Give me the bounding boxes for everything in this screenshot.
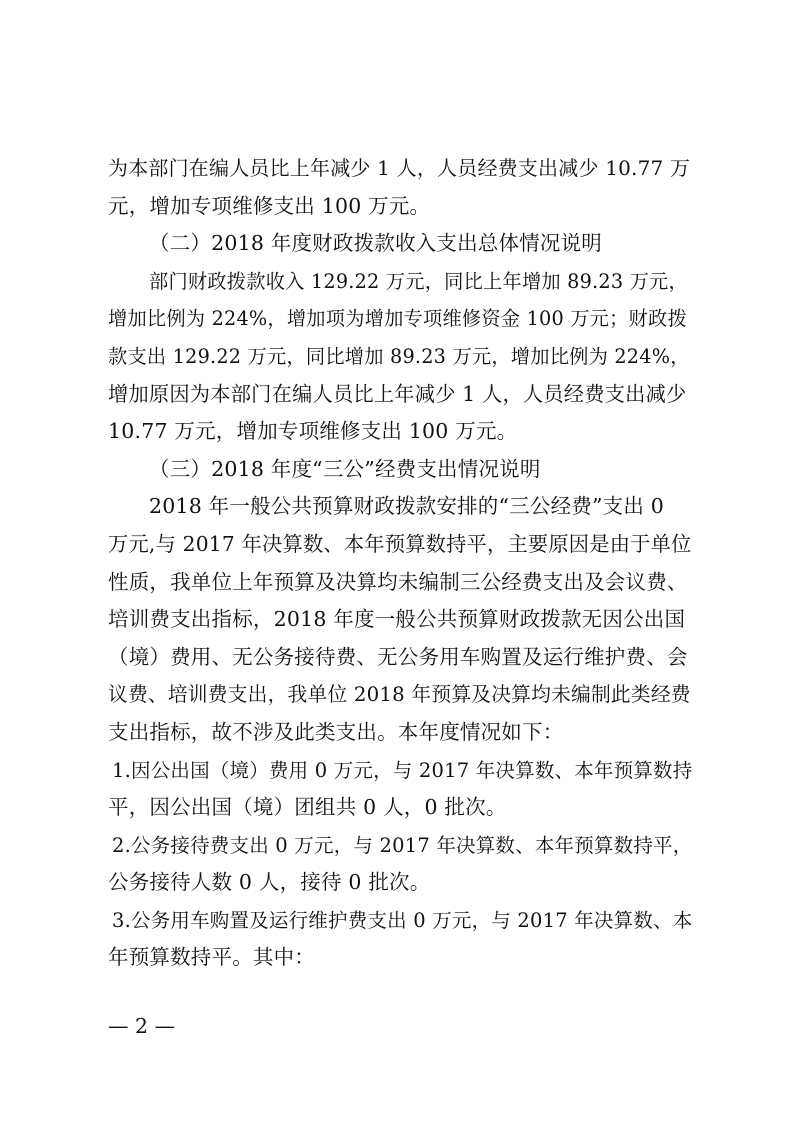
text-line: 10.77 万元，增加专项维修支出 100 万元。 (108, 419, 518, 444)
list-item: 1.因公出国（境）费用 0 万元，与 2017 年决算数、本年预算数持 (112, 758, 693, 782)
text-line: 年预算数持平。其中： (108, 945, 315, 970)
text-line: 支出指标，故不涉及此类支出。本年度情况如下： (108, 719, 564, 744)
text-line: 为本部门在编人员比上年减少 1 人，人员经费支出减少 10.77 万 (108, 156, 691, 180)
text-line: 2018 年一般公共预算财政拨款安排的“三公经费”支出 0 (149, 494, 665, 519)
text-line: 性质，我单位上年预算及决算均未编制三公经费支出及会议费、 (108, 569, 688, 594)
list-item: 2.公务接待费支出 0 万元，与 2017 年决算数、本年预算数持平， (112, 833, 693, 857)
page-number: — 2 — (108, 1014, 176, 1038)
text-line: 万元,与 2017 年决算数、本年预算数持平，主要原因是由于单位 (108, 531, 692, 556)
body-text (108, 150, 693, 977)
text-line: 公务接待人数 0 人，接待 0 批次。 (108, 870, 431, 895)
text-line: 培训费支出指标，2018 年度一般公共预算财政拨款无因公出国 (108, 607, 686, 632)
section-heading: （二）2018 年度财政拨款收入支出总体情况说明 (149, 231, 602, 256)
text-line: 部门财政拨款收入 129.22 万元，同比上年增加 89.23 万元， (149, 269, 688, 293)
text-line: 款支出 129.22 万元，同比增加 89.23 万元，增加比例为 224%， (108, 344, 690, 368)
text-line: 议费、培训费支出，我单位 2018 年预算及决算均未编制此类经费 (108, 683, 691, 707)
text-line: 增加比例为 224%，增加项为增加专项维修资金 100 万元；财政拨 (108, 307, 687, 331)
text-line: （境）费用、无公务接待费、无公务用车购置及运行维护费、会 (108, 644, 688, 669)
text-line: 增加原因为本部门在编人员比上年减少 1 人，人员经费支出减少 (108, 381, 687, 406)
section-heading: （三）2018 年度“三公”经费支出情况说明 (149, 456, 541, 481)
list-item: 3.公务用车购置及运行维护费支出 0 万元，与 2017 年决算数、本 (112, 908, 693, 932)
text-line: 元，增加专项维修支出 100 万元。 (108, 193, 431, 218)
text-line: 平，因公出国（境）团组共 0 人，0 批次。 (108, 795, 507, 820)
